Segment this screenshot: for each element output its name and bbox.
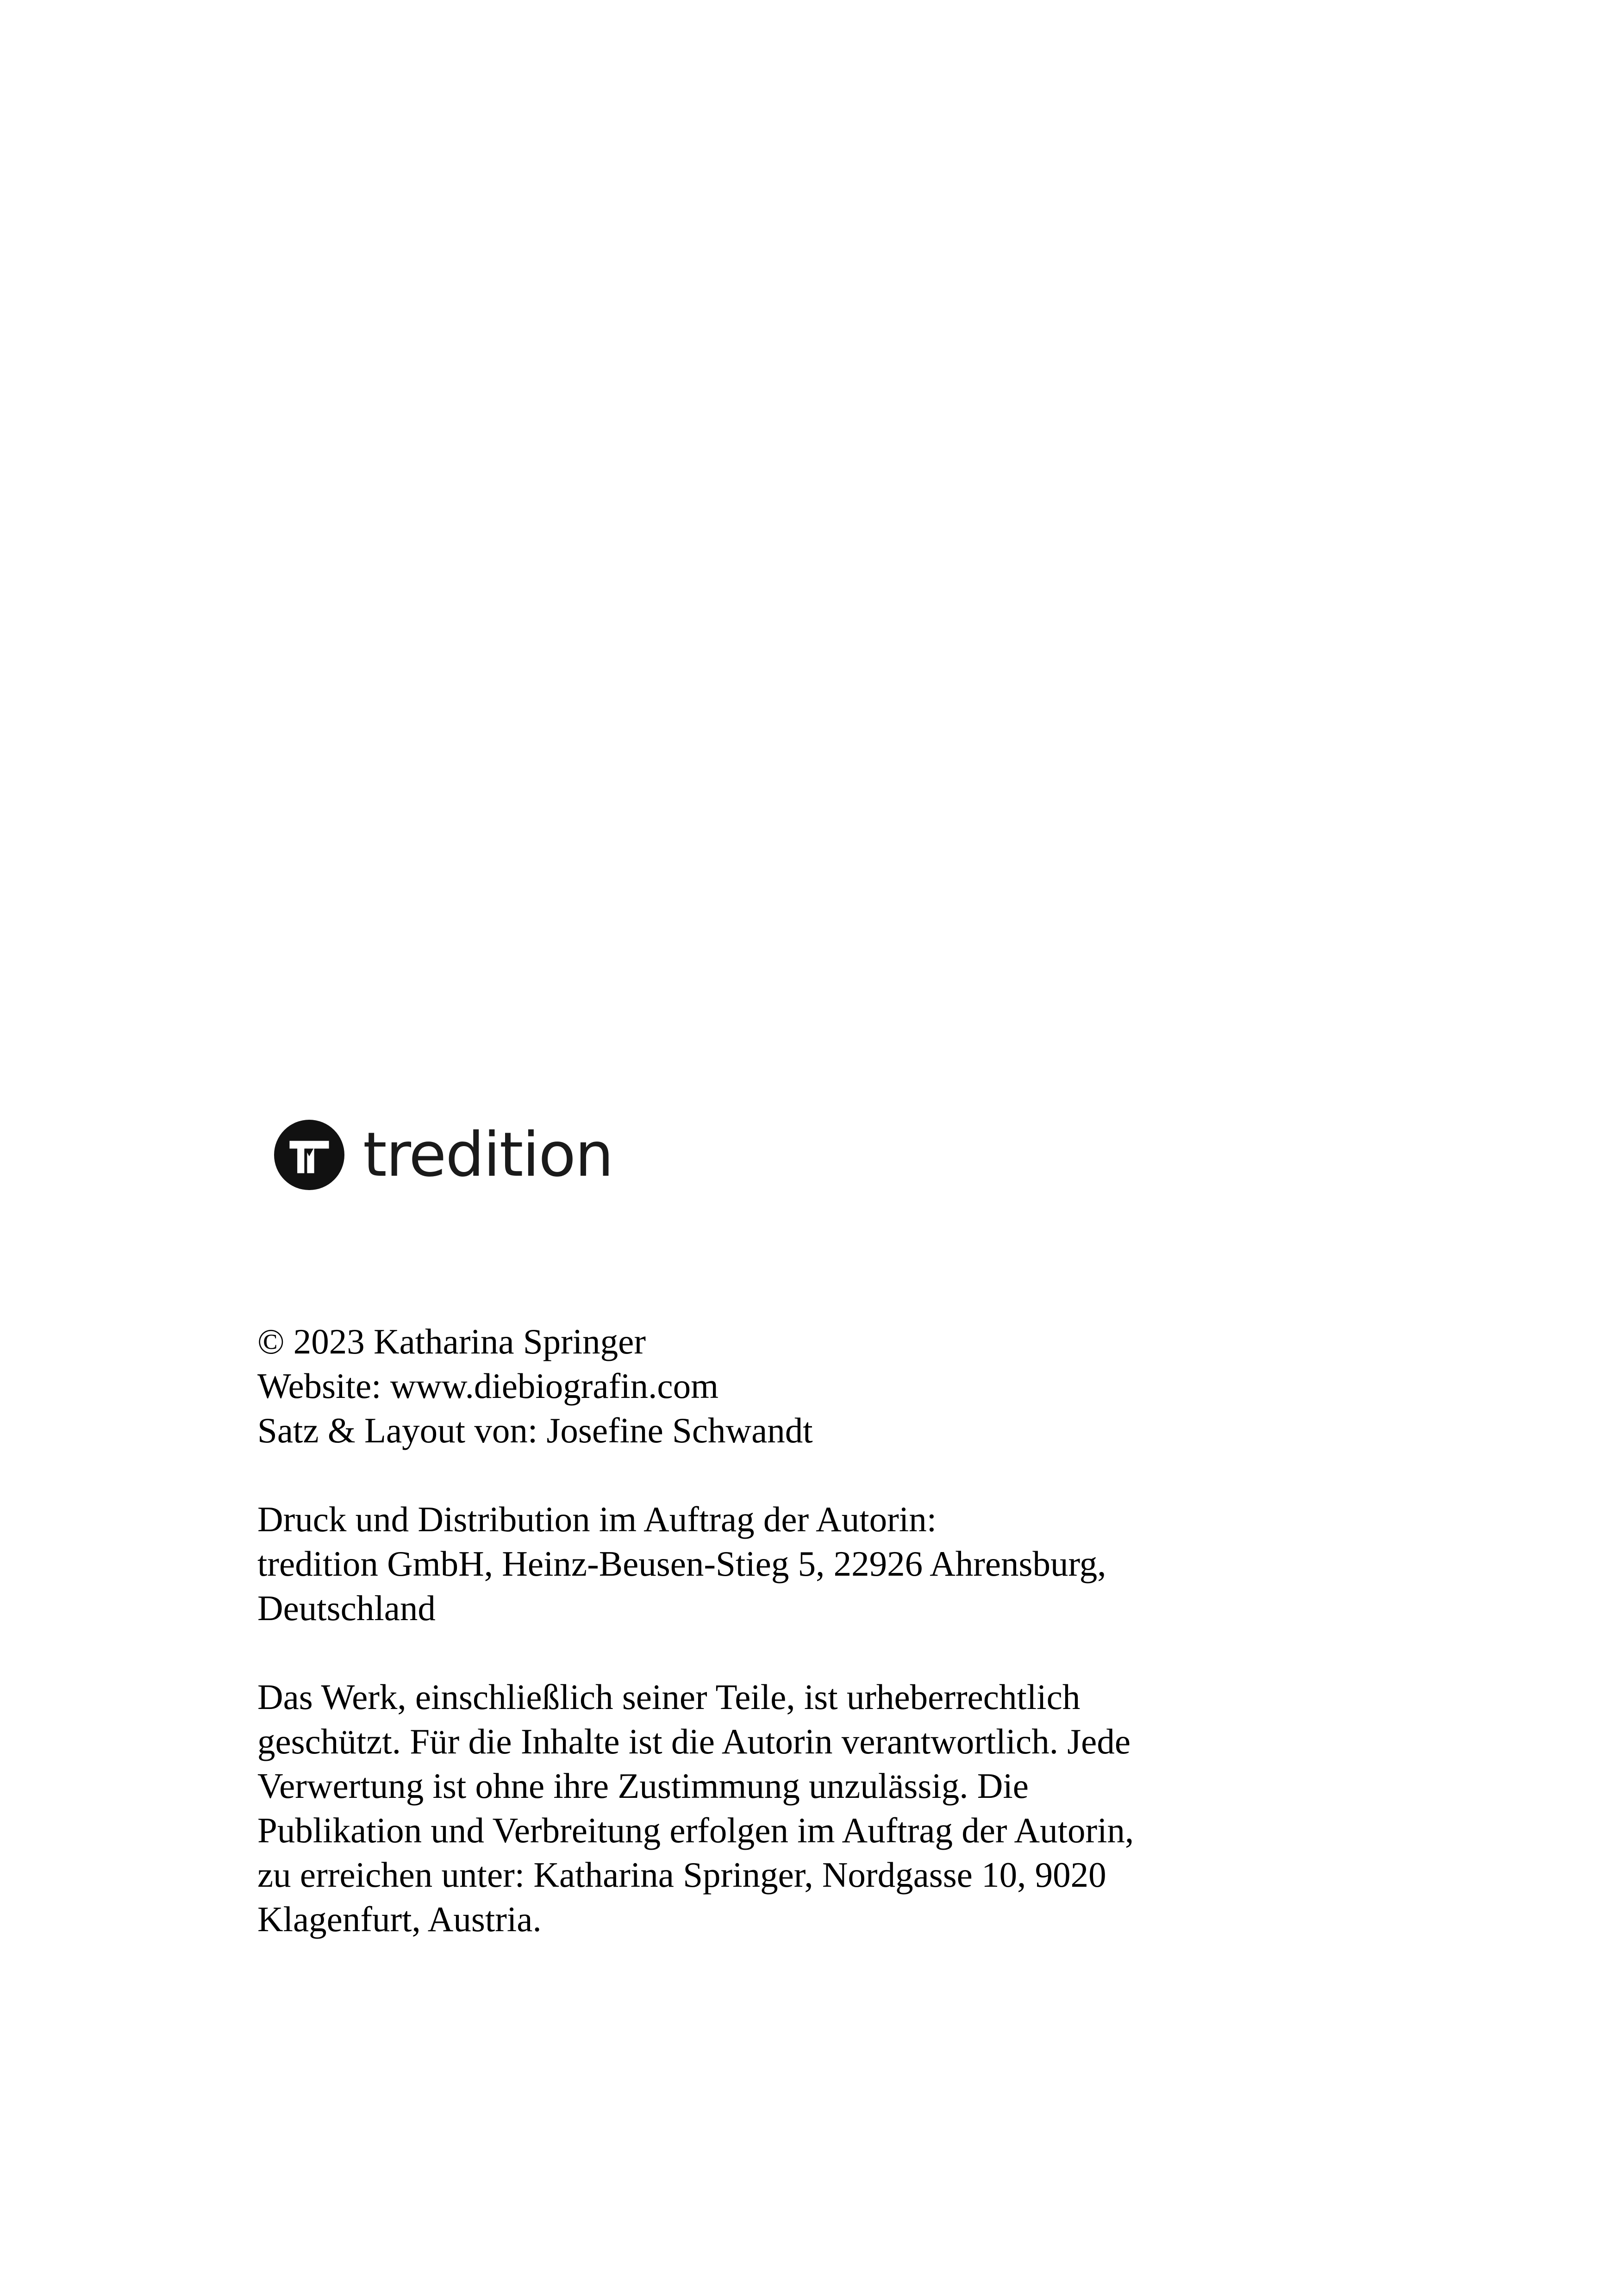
tredition-logo-icon	[274, 1120, 344, 1190]
layout-credit-line: Satz & Layout von: Josefine Schwandt	[257, 1410, 813, 1450]
imprint	[257, 1319, 1415, 1941]
rights-line: Publikation und Verbreitung erfolgen im Auftrag der Autorin,	[257, 1810, 1134, 1850]
publisher-logo	[274, 1116, 613, 1194]
rights-line: Das Werk, einschließlich seiner Teile, ist urheberrechtlich	[257, 1677, 1081, 1717]
rights-line: Klagenfurt, Austria.	[257, 1899, 542, 1939]
rights-block	[257, 1675, 1415, 1941]
print-distribution-block	[257, 1497, 1415, 1630]
rights-line: Verwertung ist ohne ihre Zustimmung unzulässig. Die	[257, 1766, 1029, 1806]
rights-line: geschützt. Für die Inhalte ist die Autorin verantwortlich. Jede	[257, 1721, 1131, 1761]
rights-line: zu erreichen unter: Katharina Springer, Nordgasse 10, 9020	[257, 1855, 1106, 1895]
website-line: Website: www.diebiografin.com	[257, 1366, 718, 1406]
print-line: tredition GmbH, Heinz-Beusen-Stieg 5, 22926 Ahrensburg,	[257, 1544, 1106, 1584]
print-line: Deutschland	[257, 1588, 436, 1628]
credits-block	[257, 1319, 1415, 1453]
print-line: Druck und Distribution im Auftrag der Autorin:	[257, 1499, 937, 1539]
publisher-wordmark: tredition	[363, 1119, 613, 1191]
copyright-line: © 2023 Katharina Springer	[257, 1322, 646, 1361]
